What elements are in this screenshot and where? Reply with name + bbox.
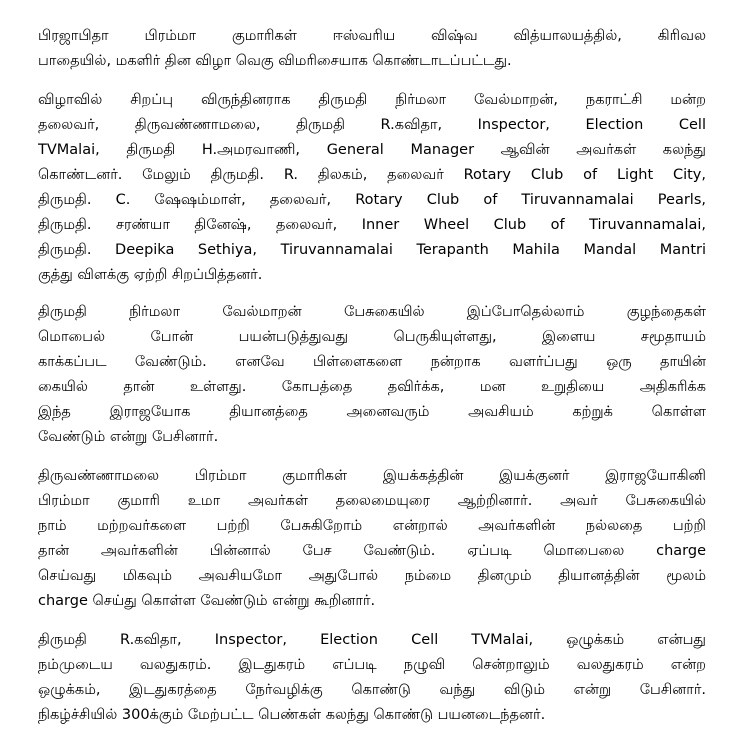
text-line: திருமதி நிர்மலா வேல்மாறன் பேசுகையில் இப்போதெல்லாம் குழந்தைகள் (38, 304, 706, 320)
text-line: திருமதி. சரண்யா தினேஷ், தலைவர், Inner Wheel Club of Tiruvannamalai, (38, 217, 706, 233)
text-line: திருமதி R.கவிதா, Inspector, Election Cell TVMalai, ஒழுக்கம் என்பது (38, 632, 706, 648)
text-line: திருமதி. Deepika Sethiya, Tiruvannamalai Terapanth Mahila Mandal Mantri (38, 242, 706, 258)
text-line: பிரஜாபிதா பிரம்மா குமாரிகள் ஈஸ்வரிய விஷ்வ வித்யாலயத்தில், கிரிவல (38, 28, 706, 44)
text-line: கொண்டனர். மேலும் திருமதி. R. திலகம், தலைவர் Rotary Club of Light City, (38, 167, 706, 183)
text-line: விழாவில் சிறப்பு விருந்தினராக திருமதி நிர்மலா வேல்மாறன், நகராட்சி மன்ற (38, 92, 706, 108)
paragraph-speech-kavitha (38, 628, 706, 728)
text-line: திருமதி. C. ஷேஷம்மாள், தலைவர், Rotary Club of Tiruvannamalai Pearls, (38, 192, 706, 208)
text-line: தலைவர், திருவண்ணாமலை, திருமதி R.கவிதா, Inspector, Election Cell (38, 117, 706, 133)
text-line: இந்த இராஜயோக தியானத்தை அனைவரும் அவசியம் கற்றுக் கொள்ள (38, 404, 706, 420)
text-line: திருவண்ணாமலை பிரம்மா குமாரிகள் இயக்கத்தின் இயக்குனர் இராஜயோகினி (38, 468, 706, 484)
text-line: மொபைல் போன் பயன்படுத்துவது பெருகியுள்ளது, இளைய சமூதாயம் (38, 329, 706, 345)
paragraph-intro (38, 24, 706, 74)
text-line: காக்கப்பட வேண்டும். எனவே பிள்ளைகளை நன்றாக வளர்ப்பது ஒரு தாயின் (38, 354, 706, 370)
paragraph-speech-uma (38, 464, 706, 614)
text-line: பிரம்மா குமாரி உமா அவர்கள் தலைமையுரை ஆற்றினார். அவர் பேசுகையில் (38, 493, 706, 509)
paragraph-guests (38, 88, 706, 288)
text-line: பாதையில், மகளிர் தின விழா வெகு விமரிசையாக கொண்டாடப்பட்டது. (38, 53, 512, 69)
text-line: நிகழ்ச்சியில் 300க்கும் மேற்பட்ட பெண்கள் கலந்து கொண்டு பயனடைந்தனர். (38, 707, 546, 723)
text-line: ஒழுக்கம், இடதுகரத்தை நேர்வழிக்கு கொண்டு வந்து விடும் என்று பேசினார். (38, 682, 706, 698)
text-line: தான் அவர்களின் பின்னால் பேச வேண்டும். ஏப்படி மொபைலை charge (38, 543, 706, 559)
document-body (38, 24, 706, 742)
text-line: கையில் தான் உள்ளது. கோபத்தை தவிர்க்க, மன உறுதியை அதிகரிக்க (38, 379, 706, 395)
text-line: TVMalai, திருமதி H.அமரவாணி, General Manager ஆவின் அவர்கள் கலந்து (38, 142, 706, 158)
text-line: செய்வது மிகவும் அவசியமோ அதுபோல் நம்மை தினமும் தியானத்தின் மூலம் (38, 568, 706, 584)
text-line: charge செய்து கொள்ள வேண்டும் என்று கூறினார். (38, 593, 376, 609)
text-line: நாம் மற்றவர்களை பற்றி பேசுகிறோம் என்றால் அவர்களின் நல்லதை பற்றி (38, 518, 706, 534)
text-line: குத்து விளக்கு ஏற்றி சிறப்பித்தனர். (38, 267, 263, 283)
text-line: வேண்டும் என்று பேசினார். (38, 429, 219, 445)
text-line: நம்முடைய வலதுகரம். இடதுகரம் எப்படி நழுவி சென்றாலும் வலதுகரம் என்ற (38, 657, 706, 673)
paragraph-speech-nirmala (38, 300, 706, 450)
